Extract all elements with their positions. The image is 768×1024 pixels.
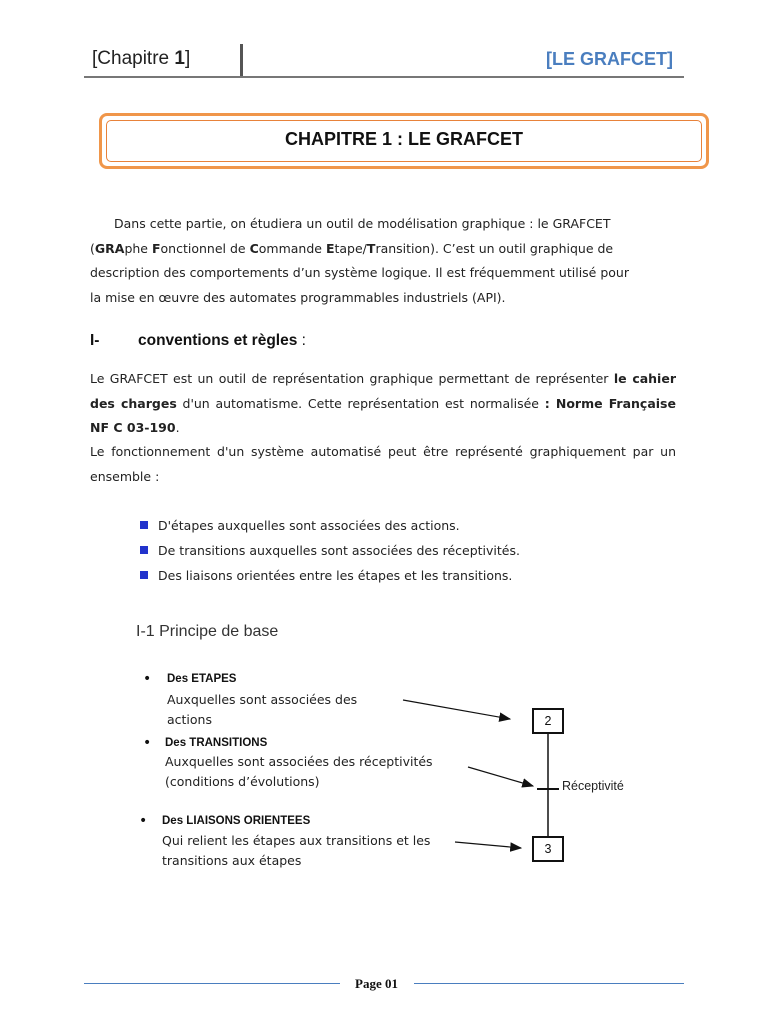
item-heading-etapes: Des ETAPES: [167, 673, 237, 685]
step-box-2: 2: [532, 708, 564, 734]
arrow-to-transition: [468, 767, 533, 786]
intro-line-4: la mise en œuvre des automates programmables industriels (API).: [90, 289, 506, 305]
page-title: CHAPITRE 1 : LE GRAFCET: [284, 129, 523, 149]
chapter-number: 1: [174, 48, 185, 69]
chapter-label: [Chapitre: [92, 48, 175, 69]
intro-line-1: Dans cette partie, on étudiera un outil de modélisation graphique : le GRAFCET: [114, 216, 611, 231]
round-bullet-icon: •: [143, 735, 152, 751]
function-paragraph: Le fonctionnement d'un système automatisé peut être représenté graphiquement par un ensemble :: [90, 444, 676, 484]
subsection-heading: I-1 Principe de base: [136, 623, 279, 640]
round-bullet-icon: •: [143, 671, 152, 687]
item-heading-liaisons: Des LIAISONS ORIENTEES: [162, 815, 311, 827]
list-item: D'étapes auxquelles sont associées des actions.: [140, 515, 520, 540]
footer-rule-left: [84, 983, 340, 984]
page-number: Page 01: [355, 976, 398, 991]
item-text-transitions: Auxquelles sont associées des réceptivités (conditions d’évolutions): [165, 754, 433, 789]
arrow-to-link: [455, 842, 521, 848]
list-item: De transitions auxquelles sont associées des réceptivités.: [140, 540, 520, 565]
item-heading-transitions: Des TRANSITIONS: [165, 737, 268, 749]
intro-line-3: description des comportements d’un système logique. Il est fréquemment utilisé pour: [90, 265, 629, 280]
section-title: conventions et règles: [138, 332, 298, 349]
intro-line-2: (GRAphe Fonctionnel de Commande Etape/Transition). C’est un outil graphique de: [90, 240, 614, 256]
step-box-3: 3: [532, 836, 564, 862]
item-text-liaisons: Qui relient les étapes aux transitions et les transitions aux étapes: [162, 833, 431, 868]
item-text-etapes: Auxquelles sont associées des actions: [167, 692, 358, 727]
chapter-close: ]: [184, 48, 191, 69]
arrow-to-step: [403, 700, 510, 719]
list-item: Des liaisons orientées entre les étapes et les transitions.: [140, 565, 520, 590]
section-number: I-: [90, 332, 100, 349]
running-header-topic: [LE GRAFCET]: [546, 49, 673, 69]
receptivity-label: Réceptivité: [562, 779, 624, 793]
round-bullet-icon: •: [139, 813, 148, 829]
footer-rule-right: [414, 983, 684, 984]
definition-paragraph: Le GRAFCET est un outil de représentation graphique permettant de représenter le cahier des charges d'un automatisme. Cette représentation est normalisée : Norme Française NF C 03-190.: [90, 371, 676, 435]
section-suffix: :: [297, 332, 306, 349]
